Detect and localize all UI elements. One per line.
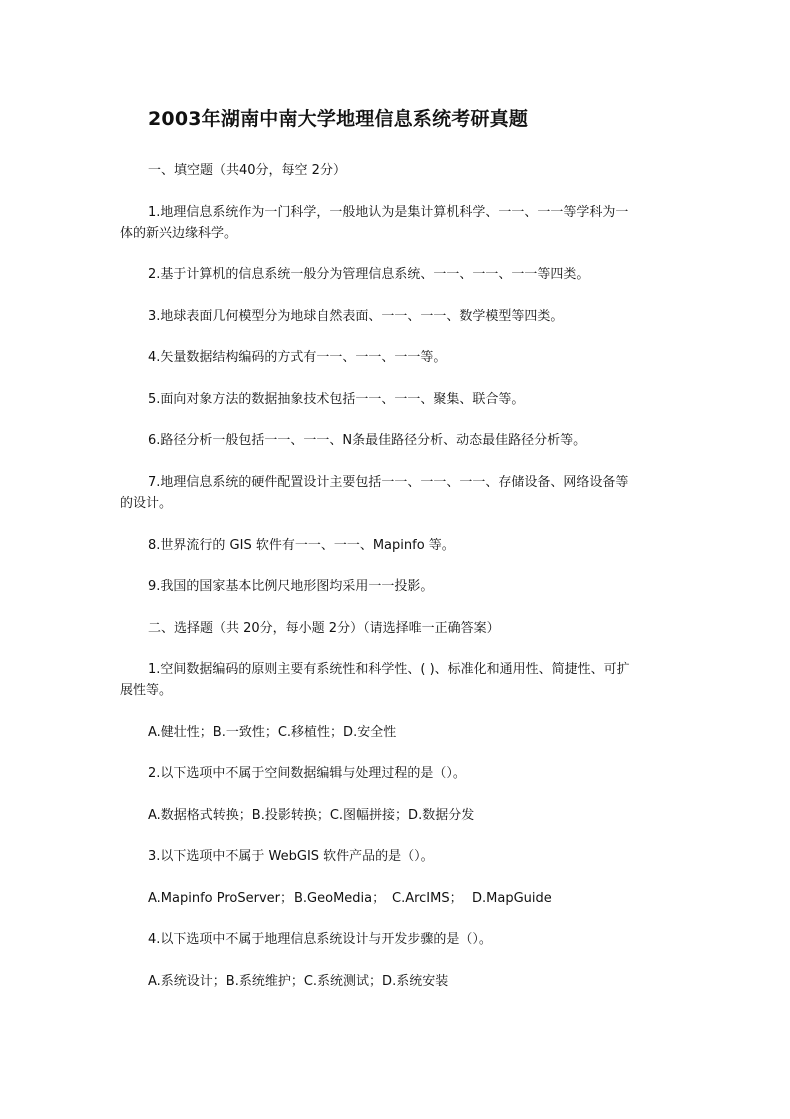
- document-title: 2003年湖南中南大学地理信息系统考研真题: [148, 108, 529, 130]
- option-b: B.GeoMedia；: [294, 891, 386, 906]
- question-text: 9.我国的国家基本比例尺地形图均采用一一投影。: [148, 579, 434, 594]
- answer-options: [148, 888, 552, 909]
- section-heading-fill-blank: 一、填空题（共40分，每空 2分）: [148, 163, 346, 178]
- question-text: 3.地球表面几何模型分为地球自然表面、一一、一一、数学模型等四类。: [148, 309, 564, 324]
- question-text-continued: 展性等。: [120, 683, 173, 698]
- question-text: 3.以下选项中不属于 WebGIS 软件产品的是（）。: [148, 849, 434, 864]
- question-text: 1.地理信息系统作为一门科学，一般地认为是集计算机科学、一一、一一等学科为一: [148, 205, 629, 220]
- answer-options: A.系统设计；B.系统维护；C.系统测试；D.系统安装: [148, 974, 449, 989]
- option-a: A.Mapinfo ProServer；: [148, 891, 293, 906]
- question-text: 4.以下选项中不属于地理信息系统设计与开发步骤的是（）。: [148, 932, 492, 947]
- question-text: 5.面向对象方法的数据抽象技术包括一一、一一、聚集、联合等。: [148, 392, 525, 407]
- option-d: D.MapGuide: [472, 891, 552, 906]
- section-heading-multiple-choice: 二、选择题（共 20分，每小题 2分）（请选择唯一正确答案）: [148, 621, 500, 636]
- question-text-continued: 的设计。: [120, 496, 173, 511]
- option-c: C.ArcIMS；: [392, 891, 463, 906]
- question-text: 7.地理信息系统的硬件配置设计主要包括一一、一一、一一、存储设备、网络设备等: [148, 475, 629, 490]
- question-text-continued: 体的新兴边缘科学。: [120, 226, 238, 241]
- question-text: 6.路径分析一般包括一一、一一、N条最佳路径分析、动态最佳路径分析等。: [148, 433, 587, 448]
- question-text: 4.矢量数据结构编码的方式有一一、一一、一一等。: [148, 350, 447, 365]
- question-text: 8.世界流行的 GIS 软件有一一、一一、Mapinfo 等。: [148, 538, 455, 553]
- question-text: 1.空间数据编码的原则主要有系统性和科学性、( )、标准化和通用性、简捷性、可扩: [148, 662, 630, 677]
- question-text: 2.以下选项中不属于空间数据编辑与处理过程的是（）。: [148, 766, 466, 781]
- question-text: 2.基于计算机的信息系统一般分为管理信息系统、一一、一一、一一等四类。: [148, 267, 590, 282]
- answer-options: A.健壮性；B.一致性；C.移植性；D.安全性: [148, 725, 397, 740]
- answer-options: A.数据格式转换；B.投影转换；C.图幅拼接；D.数据分发: [148, 808, 475, 823]
